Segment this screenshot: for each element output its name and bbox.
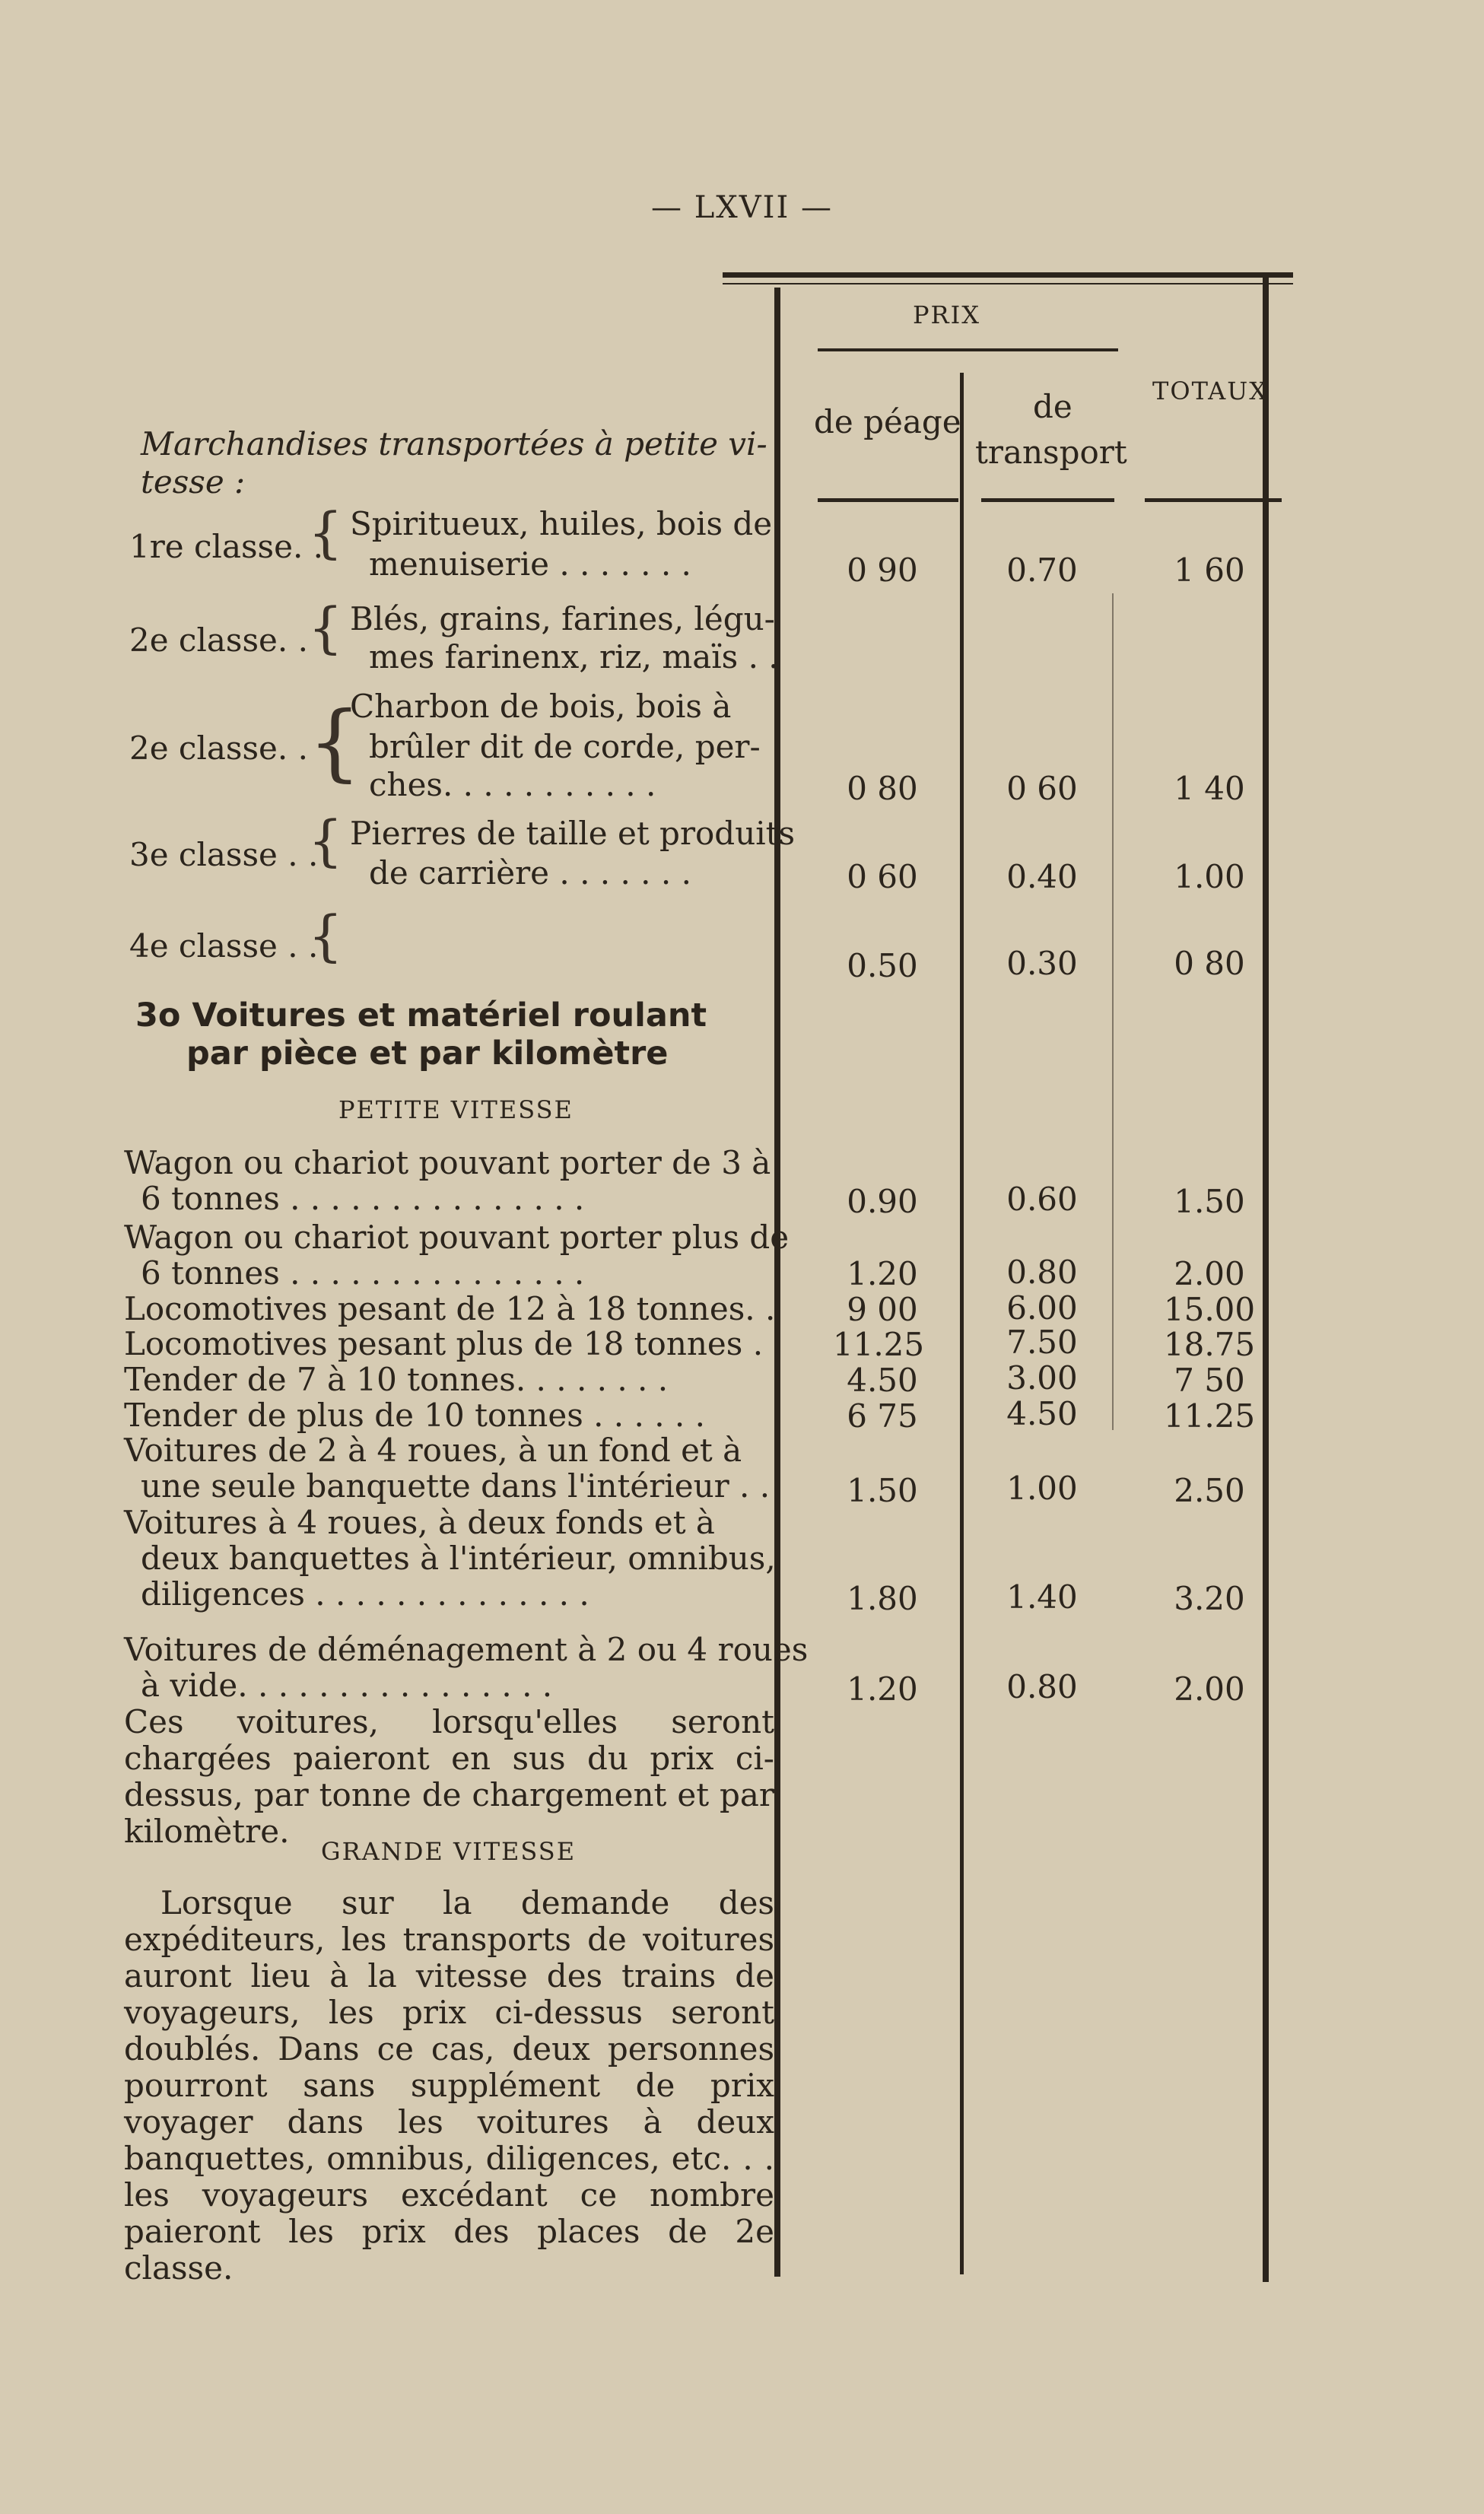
grande-vitesse-text: Lorsque sur la demande des expéditeurs, les transports de voitures auront lieu à la vitesse des trains de voyageurs, les prix ci-dessus seront doublés. Dans ce cas, deux personnes pourront sans supplément de prix voyager dans les voitures à deux banquettes, omnibus, diligences, etc. . . les voyageurs excédant ce nombre paieront les prix des places de 2e classe. <box>124 1884 774 2287</box>
v-row7-l1: Voitures de 2 à 4 roues, à un fond et à <box>124 1432 742 1469</box>
v-row8-peage: 1.80 <box>847 1580 918 1617</box>
v-row9-l2: à vide. . . . . . . . . . . . . . . . <box>141 1667 553 1704</box>
v-row3-total: 15.00 <box>1163 1291 1256 1328</box>
v-row6-l1: Tender de plus de 10 tonnes . . . . . . <box>124 1397 705 1434</box>
header-underline-1 <box>818 498 958 502</box>
row4-total: 1.00 <box>1174 858 1245 895</box>
v-row7-transport: 1.00 <box>1006 1470 1078 1507</box>
row5-brace: { <box>308 904 343 968</box>
row2-classe: 2e classe. . <box>129 621 308 659</box>
v-row8-l2: deux banquettes à l'intérieur, omnibus, <box>141 1540 776 1577</box>
header-underline-2 <box>981 498 1114 502</box>
top-rule <box>723 272 1293 278</box>
v-row1-l1: Wagon ou chariot pouvant porter de 3 à <box>124 1144 771 1181</box>
v-row6-peage: 6 75 <box>847 1397 918 1435</box>
v-row4-peage: 11.25 <box>832 1326 925 1363</box>
v-row5-total: 7 50 <box>1174 1362 1245 1399</box>
row1-total: 1 60 <box>1174 551 1245 589</box>
row4-transport: 0.40 <box>1006 858 1078 895</box>
row2-brace: { <box>308 596 343 659</box>
header-transport: transport <box>975 434 1127 471</box>
v-row3-l1: Locomotives pesant de 12 à 18 tonnes. . <box>124 1290 776 1327</box>
row3-classe: 2e classe. . <box>129 729 308 767</box>
v-row6-transport: 4.50 <box>1006 1395 1078 1432</box>
v-row7-total: 2.50 <box>1174 1472 1245 1509</box>
row3-desc3: ches. . . . . . . . . . . <box>369 766 656 803</box>
header-totaux: TOTAUX <box>1152 377 1269 405</box>
row3-peage: 0 80 <box>847 770 918 807</box>
row4-desc2: de carrière . . . . . . . <box>369 854 691 892</box>
page-number: — LXVII — <box>651 190 833 225</box>
row1-brace: { <box>308 501 343 564</box>
v-row3-peage: 9 00 <box>847 1291 918 1328</box>
row3-desc1: Charbon de bois, bois à <box>350 688 732 725</box>
row3-desc2: brûler dit de corde, per- <box>369 728 761 765</box>
voitures-note: Ces voitures, lorsqu'elles seront chargées paieront en sus du prix ci-dessus, par tonne de chargement et par kilomètre. <box>124 1703 774 1850</box>
row3-total: 1 40 <box>1174 770 1245 807</box>
row5-peage: 0.50 <box>847 947 918 984</box>
voitures-heading-1: 3o Voitures et matériel roulant <box>135 996 707 1035</box>
row1-transport: 0.70 <box>1006 551 1078 589</box>
row4-brace: { <box>308 809 343 872</box>
row4-classe: 3e classe . . <box>129 836 319 873</box>
row2-desc2: mes farinenx, riz, maïs . . <box>369 638 779 675</box>
row2-desc1: Blés, grains, farines, légu- <box>350 600 775 637</box>
v-row9-l1: Voitures de déménagement à 2 ou 4 roues <box>124 1631 809 1668</box>
v-row2-peage: 1.20 <box>847 1255 918 1292</box>
row5-total: 0 80 <box>1174 945 1245 982</box>
v-row8-transport: 1.40 <box>1006 1578 1078 1616</box>
v-row1-transport: 0.60 <box>1006 1181 1078 1218</box>
row1-desc1: Spiritueux, huiles, bois de <box>350 505 773 542</box>
prix-underline <box>818 348 1118 351</box>
v-row9-transport: 0.80 <box>1006 1668 1078 1705</box>
v-row5-peage: 4.50 <box>847 1362 918 1399</box>
v-row6-total: 11.25 <box>1163 1397 1256 1435</box>
row1-peage: 0 90 <box>847 551 918 589</box>
top-rule-thin <box>723 283 1293 284</box>
row3-brace: { <box>308 693 361 790</box>
v-row5-l1: Tender de 7 à 10 tonnes. . . . . . . . <box>124 1361 669 1398</box>
row1-desc2: menuiserie . . . . . . . <box>369 545 691 583</box>
v-row9-total: 2.00 <box>1174 1670 1245 1708</box>
header-de: de <box>1033 388 1072 425</box>
row4-desc1: Pierres de taille et produits <box>350 815 796 852</box>
col-divider-mid <box>960 373 964 2274</box>
v-row2-transport: 0.80 <box>1006 1254 1078 1291</box>
row5-transport: 0.30 <box>1006 945 1078 982</box>
v-row7-peage: 1.50 <box>847 1472 918 1509</box>
v-row5-transport: 3.00 <box>1006 1359 1078 1397</box>
v-row3-transport: 6.00 <box>1006 1289 1078 1327</box>
v-row4-total: 18.75 <box>1163 1326 1256 1363</box>
section-title-cont: tesse : <box>141 463 246 501</box>
v-row8-l3: diligences . . . . . . . . . . . . . . <box>141 1575 589 1613</box>
v-row8-total: 3.20 <box>1174 1580 1245 1617</box>
v-row2-l2: 6 tonnes . . . . . . . . . . . . . . . <box>141 1254 585 1292</box>
col-divider-dash <box>1112 593 1114 1430</box>
voitures-heading-2: par pièce et par kilomètre <box>186 1035 669 1073</box>
col-divider-left <box>774 288 780 2277</box>
grande-vitesse-label: GRANDE VITESSE <box>321 1837 577 1866</box>
row4-peage: 0 60 <box>847 858 918 895</box>
v-row8-l1: Voitures à 4 roues, à deux fonds et à <box>124 1504 715 1541</box>
section-title: Marchandises transportées à petite vi- <box>141 425 767 462</box>
header-de-peage: de péage <box>814 403 961 440</box>
header-prix: PRIX <box>913 300 981 329</box>
v-row9-peage: 1.20 <box>847 1670 918 1708</box>
row3-transport: 0 60 <box>1006 770 1078 807</box>
v-row2-total: 2.00 <box>1174 1255 1245 1292</box>
row1-classe: 1re classe. . <box>129 528 324 565</box>
v-row2-l1: Wagon ou chariot pouvant porter plus de <box>124 1219 790 1256</box>
v-row1-peage: 0.90 <box>847 1183 918 1220</box>
v-row4-l1: Locomotives pesant plus de 18 tonnes . . <box>124 1325 783 1362</box>
row5-classe: 4e classe . . <box>129 927 319 965</box>
v-row7-l2: une seule banquette dans l'intérieur . . <box>141 1467 771 1505</box>
petite-vitesse-label: PETITE VITESSE <box>338 1095 574 1124</box>
v-row4-transport: 7.50 <box>1006 1324 1078 1361</box>
header-underline-3 <box>1145 498 1282 502</box>
v-row1-l2: 6 tonnes . . . . . . . . . . . . . . . <box>141 1180 585 1217</box>
v-row1-total: 1.50 <box>1174 1183 1245 1220</box>
